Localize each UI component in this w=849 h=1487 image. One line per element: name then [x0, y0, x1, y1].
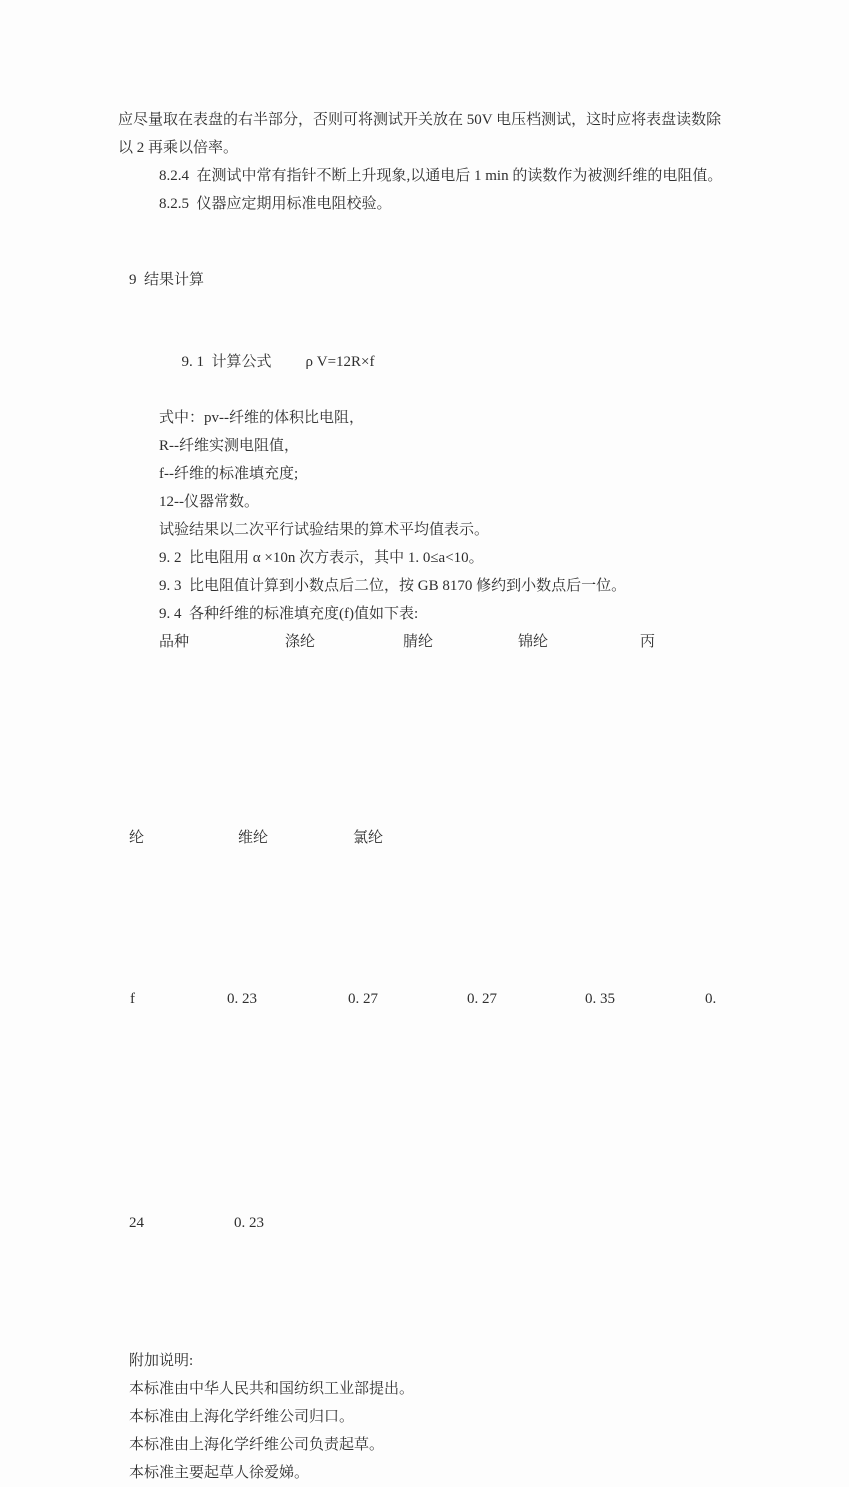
filling-table-cell: 维纶 [238, 830, 269, 846]
filling-table-cell: 品种 [159, 634, 190, 650]
filling-table-cell: 0. 35 [585, 991, 615, 1007]
addendum-line: 本标准主要起草人徐爱娣。 [129, 1465, 310, 1481]
clause-9-4: 9. 4 各种纤维的标准填充度(f)值如下表: [159, 606, 419, 622]
average-result-note: 试验结果以二次平行试验结果的算术平均值表示。 [159, 522, 490, 538]
clause-8-2-4: 8.2.4 在测试中常有指针不断上升现象,以通电后 1 min 的读数作为被测纤维的电阻值。 [159, 168, 723, 184]
filling-table-cell: 0. 27 [467, 991, 497, 1007]
addendum-line: 本标准由上海化学纤维公司归口。 [129, 1409, 355, 1425]
filling-table-value-row-wrap [118, 1209, 818, 1321]
definition-measured-resistance: R--纤维实测电阻值， [159, 438, 299, 454]
filling-table-header-row [118, 628, 818, 824]
definition-filling-factor: f--纤维的标准填充度; [159, 466, 299, 482]
filling-table-cell: 0. 27 [348, 991, 378, 1007]
filling-table-cell: 24 [129, 1215, 144, 1231]
clause-9-1 [118, 320, 818, 404]
definition-instrument-constant: 12--仪器常数。 [159, 494, 259, 510]
formula-where-line: 式中：pv--纤维的体积比电阻， [159, 410, 364, 426]
filling-table-header-row-wrap [118, 824, 818, 964]
clause-9-3: 9. 3 比电阻值计算到小数点后二位，按 GB 8170 修约到小数点后一位。 [159, 578, 627, 594]
page-content [118, 106, 818, 1487]
paragraph-continuation-line: 应尽量取在表盘的右半部分，否则可将测试开关放在 50V 电压档测试，这时应将表盘读数除 [118, 112, 722, 128]
clause-9-1-label: 9. 1 计算公式 [181, 354, 272, 370]
filling-table-cell: 纶 [129, 830, 145, 846]
filling-table-cell: 涤纶 [285, 634, 316, 650]
volume-resistivity-formula: ρ V=12R×f [305, 354, 375, 370]
section-9-heading: 9 结果计算 [129, 272, 205, 288]
filling-table-value-row [118, 985, 818, 1209]
filling-table-cell: 腈纶 [403, 634, 434, 650]
filling-table-cell: 锦纶 [518, 634, 549, 650]
addendum-line: 本标准由中华人民共和国纺织工业部提出。 [129, 1381, 415, 1397]
clause-9-2: 9. 2 比电阻用 α ×10n 次方表示，其中 1. 0≤a<10。 [159, 550, 484, 566]
filling-table-cell: 氯纶 [353, 830, 384, 846]
filling-table-cell: 丙 [640, 634, 656, 650]
clause-8-2-5: 8.2.5 仪器应定期用标准电阻校验。 [159, 196, 392, 212]
filling-table-cell: 0. [705, 991, 717, 1007]
filling-table-cell: 0. 23 [227, 991, 257, 1007]
addendum-line: 本标准由上海化学纤维公司负责起草。 [129, 1437, 385, 1453]
filling-table-cell: 0. 23 [234, 1215, 264, 1231]
addendum-heading: 附加说明: [129, 1353, 194, 1369]
filling-table-cell: f [130, 991, 135, 1007]
paragraph-continuation-line: 以 2 再乘以倍率。 [118, 140, 239, 156]
